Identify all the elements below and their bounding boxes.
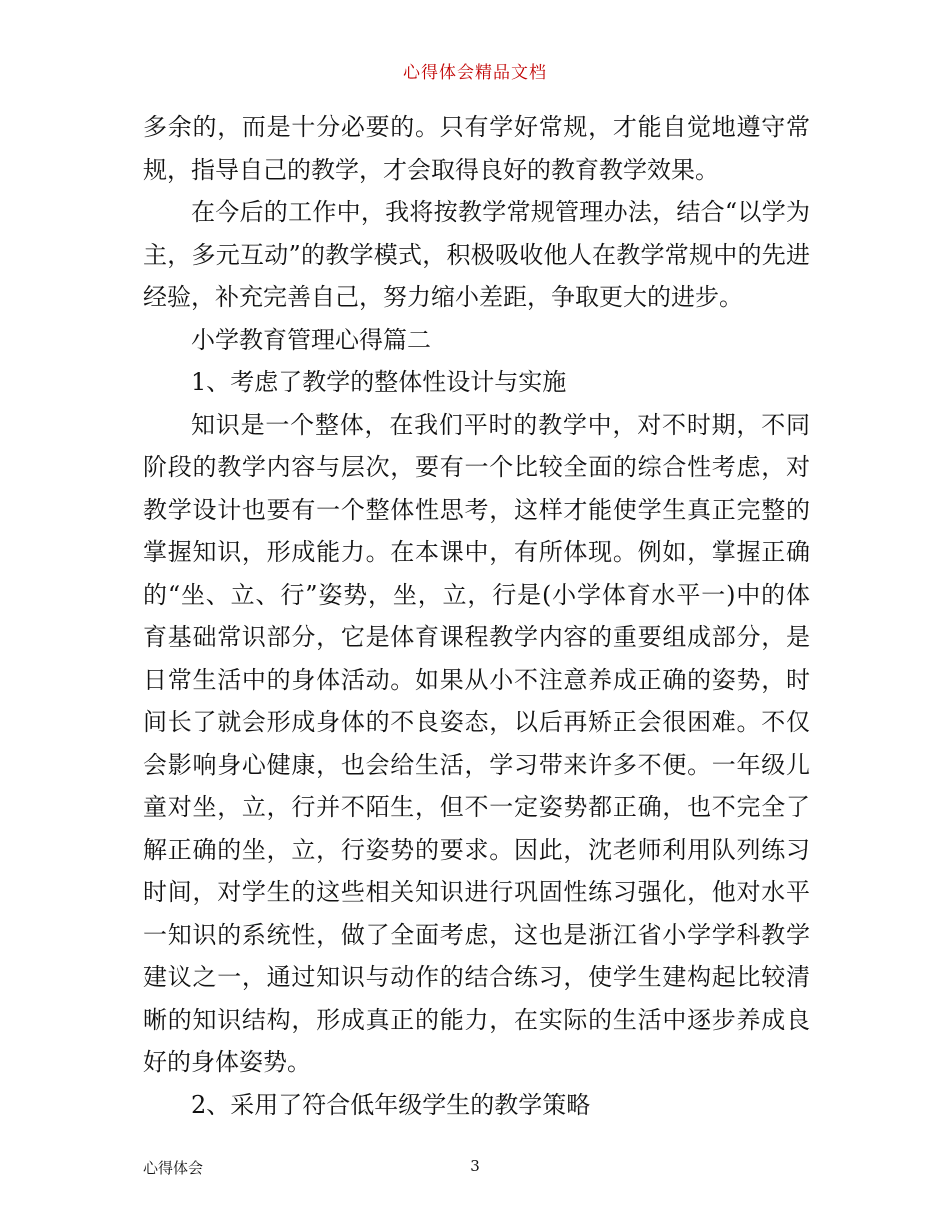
- paragraph: 知识是一个整体，在我们平时的教学中，对不时期，不同阶段的教学内容与层次，要有一个比较全面的综合性考虑，对教学设计也要有一个整体性思考，这样才能使学生真正完整的掌握知识，形成能力。在本课中，有所体现。例如，掌握正确的“坐、立、行”姿势，坐，立，行是(小学体育水平一)中的体育基础常识部分，它是体育课程教学内容的重要组成部分，是日常生活中的身体活动。如果从小不注意养成正确的姿势，时间长了就会形成身体的不良姿态，以后再矫正会很困难。不仅会影响身心健康，也会给生活，学习带来许多不便。一年级儿童对坐，立，行并不陌生，但不一定姿势都正确，也不完全了解正确的坐，立，行姿势的要求。因此，沈老师利用队列练习时间，对学生的这些相关知识进行巩固性练习强化，他对水平一知识的系统性，做了全面考虑，这也是浙江省小学学科教学建议之一，通过知识与动作的结合练习，使学生建构起比较清晰的知识结构，形成真正的能力，在实际的生活中逐步养成良好的身体姿势。: [143, 410, 810, 1076]
- body-text: [143, 106, 810, 1126]
- subheading: 1、考虑了教学的整体性设计与实施: [191, 368, 567, 396]
- paragraph: 多余的，而是十分必要的。只有学好常规，才能自觉地遵守常规，指导自己的教学，才会取得良好的教育教学效果。: [143, 113, 810, 184]
- subheading: 2、采用了符合低年级学生的教学策略: [191, 1090, 591, 1119]
- header-title: 心得体会精品文档: [403, 63, 547, 83]
- section-heading: 小学教育管理心得篇二: [191, 325, 431, 354]
- footer-label: 心得体会: [143, 1159, 204, 1177]
- paragraph: 在今后的工作中，我将按教学常规管理办法，结合“以学为主，多元互动”的教学模式，积极吸收他人在教学常规中的先进经验，补充完善自己，努力缩小差距，争取更大的进步。: [143, 198, 810, 311]
- page-number: 3: [470, 1157, 480, 1175]
